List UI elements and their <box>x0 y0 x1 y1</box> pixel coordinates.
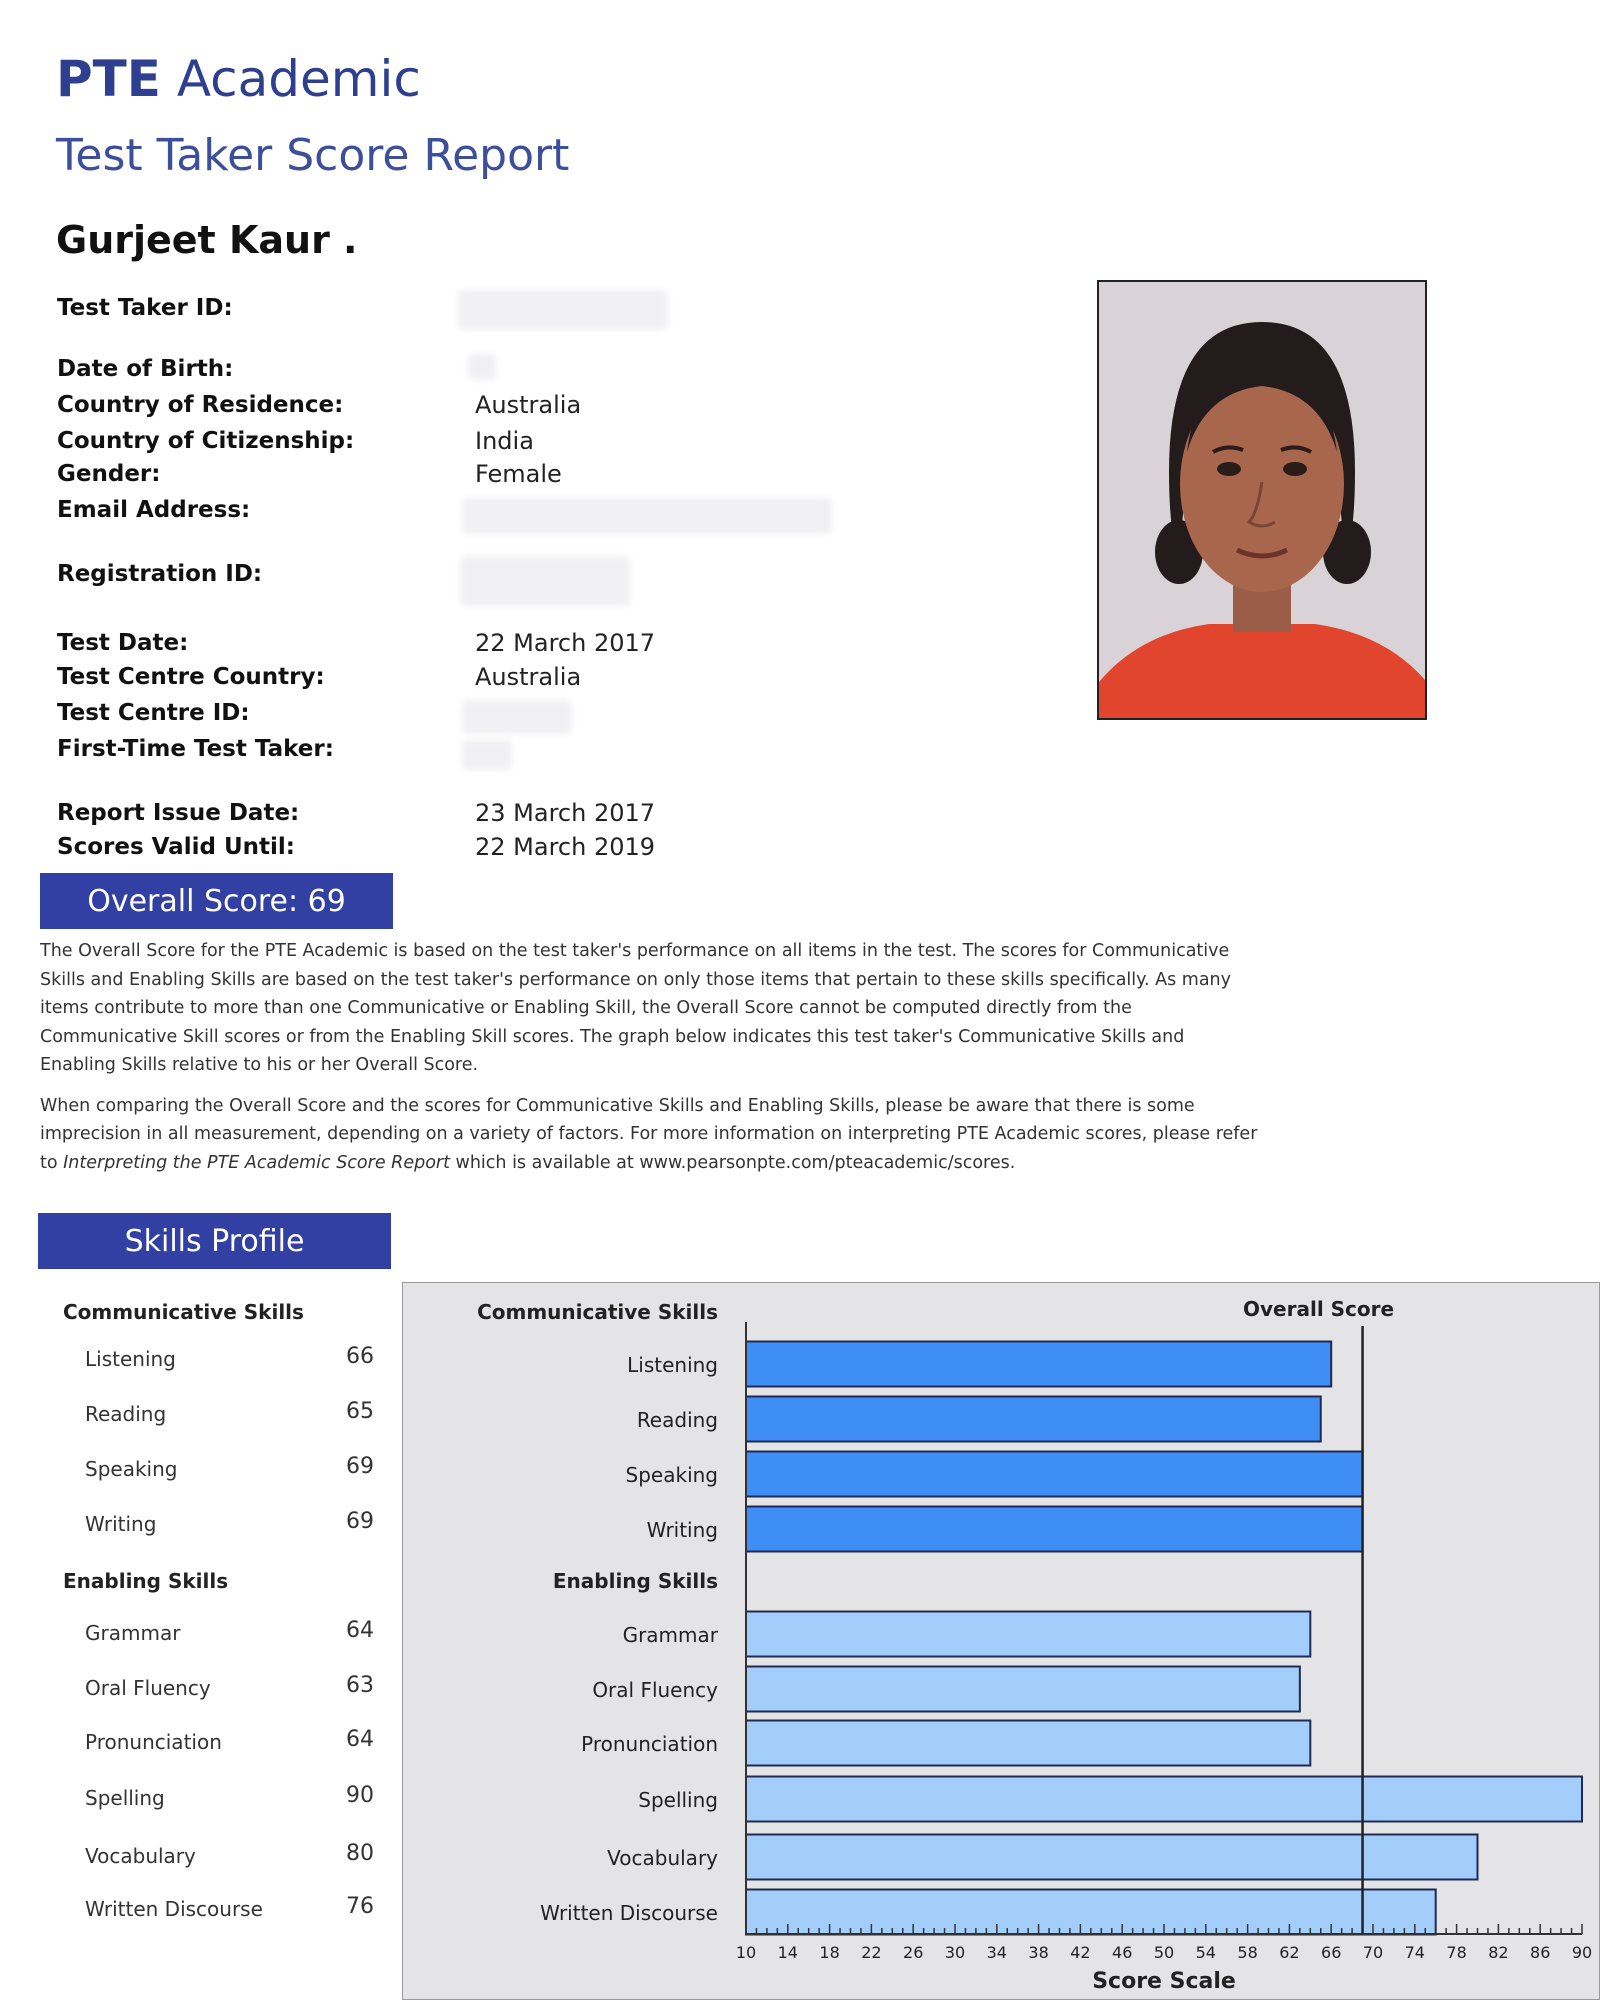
overall-score-explanation <box>40 937 1260 1177</box>
test-centre-id-label: Test Centre ID: <box>57 700 250 726</box>
x-tick-label-34: 34 <box>986 1943 1007 1962</box>
brand-rest: Academic <box>160 50 421 108</box>
x-tick-label-26: 26 <box>903 1943 924 1962</box>
candidate-name: Gurjeet Kaur . <box>56 218 358 262</box>
x-tick-label-90: 90 <box>1571 1943 1593 1962</box>
country-of-residence-value: Australia <box>475 391 582 419</box>
gender-value: Female <box>475 460 562 488</box>
candidate-photo <box>1097 280 1427 720</box>
x-axis-title: Score Scale <box>1092 1969 1236 1994</box>
x-tick-label-62: 62 <box>1279 1943 1300 1962</box>
explanation-paragraph-2 <box>40 1092 1260 1178</box>
skill-name-pronunciation: Pronunciation <box>85 1730 222 1754</box>
bar-grammar <box>746 1612 1310 1657</box>
skills-profile-banner: Skills Profile <box>38 1213 391 1269</box>
test-date-label: Test Date: <box>57 630 189 656</box>
skill-score-spelling: 90 <box>346 1783 374 1808</box>
x-tick-label-82: 82 <box>1488 1943 1509 1962</box>
score-report-guide-title: Interpreting the PTE Academic Score Report <box>63 1152 450 1173</box>
bar-label-listening: Listening <box>627 1353 718 1377</box>
bar-label-speaking: Speaking <box>625 1463 718 1487</box>
registration-id-label: Registration ID: <box>57 561 263 587</box>
x-tick-label-66: 66 <box>1321 1943 1342 1962</box>
skill-name-grammar: Grammar <box>85 1621 181 1645</box>
skill-score-grammar: 64 <box>346 1618 374 1643</box>
enabling-skills-heading: Enabling Skills <box>63 1569 229 1593</box>
x-tick-label-22: 22 <box>861 1943 882 1962</box>
chart-group-label-communicative: Communicative Skills <box>477 1300 718 1324</box>
explanation-paragraph-1: The Overall Score for the PTE Academic is based on the test taker's performance on all items in the test. The scores for Communicative Skills and Enabling Skills are based on the test taker's performance on only those items that pertain to these skills specifically. As many items contribute to more than one Communicative or Enabling Skill, the Overall Score cannot be computed directly from the Communicative Skill scores or from the Enabling Skill scores. The graph below indicates this test taker's Communicative Skills and Enabling Skills relative to his or her Overall Score. <box>40 941 1231 1075</box>
test-centre-country-value: Australia <box>475 663 582 691</box>
email-address-label: Email Address: <box>57 497 251 523</box>
skill-score-speaking: 69 <box>346 1454 374 1479</box>
bar-label-vocabulary: Vocabulary <box>607 1846 718 1870</box>
explanation-text-a: When comparing the Overall Score and the scores for Communicative Skills and Enabling Skills, please be aware that there is some imprecision in all measurement, depending on a variety of factors. For more information on interpreting PTE Academic scores, please refer to <box>40 1095 1258 1173</box>
test-date-value: 22 March 2017 <box>475 629 656 657</box>
scores-valid-until-label: Scores Valid Until: <box>57 834 295 860</box>
x-tick-label-86: 86 <box>1530 1943 1551 1962</box>
bar-pronunciation <box>746 1721 1310 1766</box>
x-tick-label-30: 30 <box>944 1943 966 1962</box>
bar-writing <box>746 1507 1363 1552</box>
x-tick-label-42: 42 <box>1070 1943 1091 1962</box>
bar-label-grammar: Grammar <box>622 1623 718 1647</box>
redacted-date-of-birth <box>468 354 496 380</box>
test-centre-country-label: Test Centre Country: <box>57 664 325 690</box>
x-tick-label-54: 54 <box>1195 1943 1216 1962</box>
explanation-text-b: which is available at www.pearsonpte.com/pteacademic/scores. <box>449 1152 1016 1173</box>
bar-speaking <box>746 1452 1363 1497</box>
bar-spelling <box>746 1777 1582 1822</box>
x-tick-label-46: 46 <box>1112 1943 1133 1962</box>
x-tick-label-74: 74 <box>1404 1943 1425 1962</box>
redacted-first-time-test-taker <box>462 740 512 770</box>
country-of-citizenship-value: India <box>475 427 534 455</box>
bar-label-written-discourse: Written Discourse <box>540 1901 718 1925</box>
bar-oral-fluency <box>746 1667 1300 1712</box>
x-tick-label-18: 18 <box>819 1943 840 1962</box>
skill-score-reading: 65 <box>346 1399 374 1424</box>
x-tick-label-78: 78 <box>1446 1943 1467 1962</box>
skill-name-written-discourse: Written Discourse <box>85 1897 263 1921</box>
skill-name-spelling: Spelling <box>85 1786 165 1810</box>
bar-label-writing: Writing <box>646 1518 718 1542</box>
skill-name-vocabulary: Vocabulary <box>85 1844 196 1868</box>
skill-score-writing: 69 <box>346 1509 374 1534</box>
x-tick-label-70: 70 <box>1362 1943 1384 1962</box>
communicative-skills-heading: Communicative Skills <box>63 1300 304 1324</box>
x-tick-label-10: 10 <box>735 1943 757 1962</box>
bar-written-discourse <box>746 1890 1436 1935</box>
skill-name-oral-fluency: Oral Fluency <box>85 1676 211 1700</box>
skill-name-writing: Writing <box>85 1512 157 1536</box>
skills-profile-chart <box>402 1282 1600 2000</box>
skill-score-pronunciation: 64 <box>346 1727 374 1752</box>
bar-vocabulary <box>746 1835 1478 1880</box>
skill-score-written-discourse: 76 <box>346 1894 374 1919</box>
bar-listening <box>746 1342 1331 1387</box>
x-tick-label-58: 58 <box>1237 1943 1258 1962</box>
test-taker-id-label: Test Taker ID: <box>57 295 233 321</box>
report-issue-date-value: 23 March 2017 <box>475 799 656 827</box>
skill-name-speaking: Speaking <box>85 1457 178 1481</box>
x-tick-label-14: 14 <box>777 1943 798 1962</box>
redacted-test-taker-id <box>458 290 668 330</box>
x-tick-label-50: 50 <box>1153 1943 1175 1962</box>
scores-valid-until-value: 22 March 2019 <box>475 833 656 861</box>
report-brand <box>56 50 421 108</box>
overall-score-banner: Overall Score: 69 <box>40 873 393 929</box>
first-time-test-taker-label: First-Time Test Taker: <box>57 736 334 762</box>
redacted-email-address <box>462 498 832 534</box>
bar-label-reading: Reading <box>636 1408 718 1432</box>
country-of-residence-label: Country of Residence: <box>57 392 344 418</box>
bar-reading <box>746 1397 1321 1442</box>
bar-label-oral-fluency: Oral Fluency <box>592 1678 718 1702</box>
brand-bold: PTE <box>56 50 161 108</box>
report-title: Test Taker Score Report <box>56 130 570 181</box>
gender-label: Gender: <box>57 461 161 487</box>
chart-group-label-enabling: Enabling Skills <box>552 1569 718 1593</box>
skill-score-oral-fluency: 63 <box>346 1673 374 1698</box>
skill-name-reading: Reading <box>85 1402 167 1426</box>
bar-label-spelling: Spelling <box>638 1788 718 1812</box>
date-of-birth-label: Date of Birth: <box>57 356 234 382</box>
skill-score-listening: 66 <box>346 1344 374 1369</box>
bar-label-pronunciation: Pronunciation <box>581 1732 718 1756</box>
skill-name-listening: Listening <box>85 1347 176 1371</box>
overall-score-line-label: Overall Score <box>1243 1297 1395 1321</box>
skill-score-vocabulary: 80 <box>346 1841 374 1866</box>
x-tick-label-38: 38 <box>1028 1943 1049 1962</box>
redacted-registration-id <box>460 556 630 606</box>
redacted-test-centre-id <box>462 700 572 734</box>
country-of-citizenship-label: Country of Citizenship: <box>57 428 355 454</box>
report-issue-date-label: Report Issue Date: <box>57 800 300 826</box>
portrait-illustration <box>1099 282 1425 718</box>
